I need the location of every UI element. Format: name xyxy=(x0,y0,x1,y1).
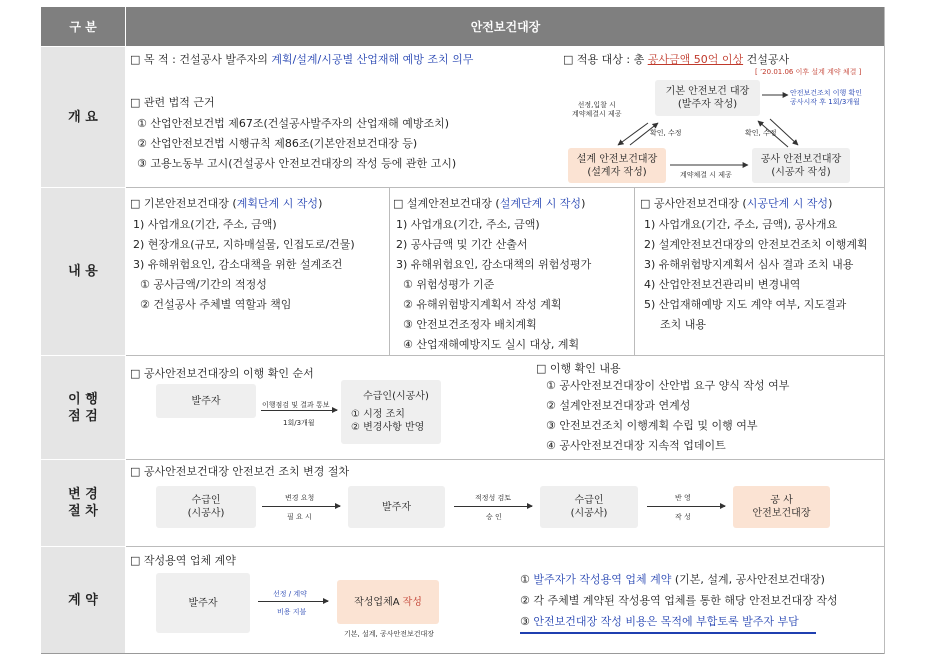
label-check-line1: 이 행 xyxy=(68,391,98,407)
label-overview: 개 요 xyxy=(41,47,125,187)
label-check xyxy=(41,356,125,459)
col3-item: 2) 설계안전보건대장의 안전보건조치 이행계획 xyxy=(644,238,868,251)
col3-title-suffix: ) xyxy=(828,197,833,210)
col1-item: 3) 유해위험요인, 감소대책을 위한 설계조건 xyxy=(133,258,343,271)
change-box-ledger xyxy=(733,486,830,528)
check-right-label: 확인, 수정 xyxy=(745,129,777,137)
col2-item: ① 위험성평가 기준 xyxy=(403,278,495,291)
divider xyxy=(634,188,635,355)
col3-item: 3) 유해위험방지계획서 심사 결과 조치 내용 xyxy=(644,258,854,271)
check-list-item: ① 공사안전보건대장이 산안법 요구 양식 작성 여부 xyxy=(546,379,790,392)
change-box-contractor-line: 수급인 xyxy=(191,495,221,506)
check-left-label: 확인, 수정 xyxy=(650,129,682,137)
col2-title-highlight: 설계단계 시 작성 xyxy=(499,197,582,210)
change-title: □ 공사안전보건대장 안전보건 조치 변경 절차 xyxy=(130,465,350,478)
label-check-line2: 점 검 xyxy=(68,408,98,424)
purpose-highlight: 계획/설계/시공별 산업재해 예방 조치 의무 xyxy=(271,53,474,66)
col3-item: 5) 산업재해예방 지도 계약 여부, 지도결과 xyxy=(644,298,847,311)
contract-item-rest: 각 주체별 계약된 작성용역 업체를 통한 해당 안전보건대장 작성 xyxy=(533,594,838,607)
col1-item: 2) 현장개요(규모, 지하매설물, 인접도로/건물) xyxy=(133,238,355,251)
col2-item: ④ 산업재해예방지도 실시 대상, 계획 xyxy=(403,338,580,351)
purpose-text xyxy=(130,53,473,67)
overview-arrows xyxy=(560,75,870,187)
divider xyxy=(126,187,885,188)
arrow-basic-to-construction xyxy=(770,119,798,145)
check-title: □ 공사안전보건대장의 이행 확인 순서 xyxy=(130,367,314,380)
divider xyxy=(126,355,885,356)
law-item: ③ 고용노동부 고시(건설공사 안전보건대장의 작성 등에 관한 고시) xyxy=(137,157,457,170)
contract-title: □ 작성용역 업체 계약 xyxy=(130,554,236,567)
check-list-title: □ 이행 확인 내용 xyxy=(536,362,621,375)
contract-vendor-highlight: 작성 xyxy=(402,596,422,608)
basic-ledger-sub: (발주자 작성) xyxy=(677,99,738,110)
basic-ledger-title: 기본 안전보건 대장 xyxy=(665,86,750,97)
col2-title-suffix: ) xyxy=(581,197,586,210)
divider xyxy=(126,459,885,460)
purpose-prefix: □ 목 적 : 건설공사 발주자의 xyxy=(130,53,272,66)
col1-item: 1) 사업개요(기간, 주소, 금액) xyxy=(133,218,277,231)
construction-ledger-sub: (시공자 작성) xyxy=(771,166,831,178)
change-box-contractor-line: (시공사) xyxy=(187,508,225,519)
col1-item: ② 건설공사 주체별 역할과 책임 xyxy=(140,298,292,311)
content-col1-title xyxy=(130,197,322,211)
law-title: □ 관련 법적 근거 xyxy=(130,96,215,109)
col2-item: 3) 유해위험요인, 감소대책의 위험성평가 xyxy=(396,258,592,271)
design-ledger-title: 설계 안전보건대장 xyxy=(576,153,658,165)
law-item: ① 산업안전보건법 제67조(건설공사발주자의 산업재해 예방조치) xyxy=(137,117,450,130)
contract-item-num: ① xyxy=(520,573,534,586)
target-prefix: □ 적용 대상 : 총 xyxy=(563,53,648,66)
change-box-ledger-line: 공 사 xyxy=(770,495,793,506)
change-arrow1-bottom: 필 요 시 xyxy=(287,513,312,521)
divider xyxy=(389,188,390,355)
change-box-contractor-2-line: (시공사) xyxy=(570,508,608,519)
check-list-item: ③ 안전보건조치 이행계획 수립 및 이행 여부 xyxy=(546,419,758,432)
note-left-line: 선정,입찰 시 xyxy=(577,101,616,109)
contract-vendor-note: 기본, 설계, 공사안전보건대장 xyxy=(344,630,435,638)
header-col-division: 구 분 xyxy=(41,7,125,46)
contract-item-rest: (기본, 설계, 공사안전보건대장) xyxy=(671,573,825,586)
check-receiver-box xyxy=(341,380,441,444)
change-arrow3-bottom: 작 성 xyxy=(675,513,691,521)
col2-item: 2) 공사금액 및 기간 산출서 xyxy=(396,238,528,251)
divider xyxy=(884,7,885,654)
target-note: [ ’20.01.06 이후 설계 계약 체결 ] xyxy=(755,68,862,76)
contract-item-highlight: 안전보건대장 작성 비용은 목적에 부합토록 발주자 부담 xyxy=(533,615,799,628)
col2-item: ② 유해위험방지계획서 작성 계획 xyxy=(403,298,562,311)
check-list-item: ④ 공사안전보건대장 지속적 업데이트 xyxy=(546,439,726,452)
col3-title-highlight: 시공단계 시 작성 xyxy=(746,197,829,210)
divider xyxy=(41,653,885,654)
change-arrow3 xyxy=(647,506,725,507)
arrow-construction-to-basic xyxy=(758,121,788,147)
change-box-contractor-2 xyxy=(540,486,638,528)
label-content: 내 용 xyxy=(41,188,125,355)
check-arrow-bottom: 1회/3개월 xyxy=(283,419,315,427)
col1-title-highlight: 계획단계 시 작성 xyxy=(236,197,319,210)
header-col-title: 안전보건대장 xyxy=(126,7,885,46)
col1-title-prefix: □ 기본안전보건대장 ( xyxy=(130,197,237,210)
contract-item-1 xyxy=(520,573,825,587)
label-change-line1: 변 경 xyxy=(68,487,98,502)
contract-vendor-box xyxy=(337,580,439,624)
contract-item-num: ③ xyxy=(520,615,534,628)
col3-item: 조치 내용 xyxy=(660,318,707,331)
divider xyxy=(126,546,885,547)
col2-title-prefix: □ 설계안전보건대장 ( xyxy=(393,197,500,210)
change-arrow2-top: 적정성 검토 xyxy=(475,494,512,502)
change-arrow2 xyxy=(454,506,532,507)
change-box-owner: 발주자 xyxy=(348,486,445,528)
contract-item-num: ② xyxy=(520,594,534,607)
target-suffix: 건설공사 xyxy=(743,53,790,66)
col3-title-prefix: □ 공사안전보건대장 ( xyxy=(640,197,747,210)
content-col2-title xyxy=(393,197,585,211)
note-right-line: 공사시작 후 1회/3개월 xyxy=(790,98,860,106)
check-owner-box: 발주자 xyxy=(156,384,256,418)
note-left-line: 계약체결시 제공 xyxy=(572,110,622,118)
label-contract: 계 약 xyxy=(41,547,125,653)
check-receiver-item: ① 시정 조치 xyxy=(351,409,405,420)
col1-item: ① 공사금액/기간의 적정성 xyxy=(140,278,267,291)
col1-title-suffix: ) xyxy=(318,197,323,210)
bottom-arrow-label: 계약체결 시 제공 xyxy=(680,171,732,179)
change-box-contractor xyxy=(156,486,256,528)
contract-arrow-top: 선정 / 계약 xyxy=(273,590,307,598)
change-box-contractor-2-line: 수급인 xyxy=(574,495,604,506)
check-receiver-title: 수급인(시공사) xyxy=(363,391,429,402)
change-arrow2-bottom: 승 인 xyxy=(486,513,502,521)
change-arrow3-top: 반 영 xyxy=(675,494,691,502)
contract-arrow-bottom: 비용 지불 xyxy=(277,608,307,616)
contract-underline xyxy=(520,632,816,634)
contract-arrow xyxy=(258,601,328,602)
construction-ledger-title: 공사 안전보건대장 xyxy=(760,153,842,165)
note-right-line: 안전보건조치 이행 확인 xyxy=(790,89,863,97)
label-change xyxy=(41,460,125,546)
target-highlight: 공사금액 50억 이상 xyxy=(647,53,744,66)
col2-item: ③ 안전보건조정자 배치계획 xyxy=(403,318,537,331)
target-text xyxy=(563,53,789,67)
check-receiver-item: ② 변경사항 반영 xyxy=(351,422,425,433)
check-arrow xyxy=(261,410,337,411)
change-arrow1 xyxy=(262,506,340,507)
law-item: ② 산업안전보건법 시행규칙 제86조(기본안전보건대장 등) xyxy=(137,137,418,150)
contract-owner-box: 발주자 xyxy=(156,573,250,633)
col3-item: 1) 사업개요(기간, 주소, 금액), 공사개요 xyxy=(644,218,838,231)
design-ledger-sub: (설계자 작성) xyxy=(587,166,647,178)
change-box-ledger-line: 안전보건대장 xyxy=(752,508,811,519)
contract-item-3 xyxy=(520,615,799,629)
col2-item: 1) 사업개요(기간, 주소, 금액) xyxy=(396,218,540,231)
contract-item-highlight: 발주자가 작성용역 업체 계약 xyxy=(533,573,672,586)
content-col3-title xyxy=(640,197,832,211)
check-list-item: ② 설계안전보건대장과 연계성 xyxy=(546,399,691,412)
change-arrow1-top: 변경 요청 xyxy=(285,494,315,502)
contract-item-2 xyxy=(520,594,838,608)
label-change-line2: 절 차 xyxy=(68,504,98,519)
col3-item: 4) 산업안전보건관리비 변경내역 xyxy=(644,278,801,291)
check-arrow-top: 이행점검 및 결과 통보 xyxy=(262,401,330,409)
contract-vendor-prefix: 작성업체A xyxy=(354,596,400,608)
